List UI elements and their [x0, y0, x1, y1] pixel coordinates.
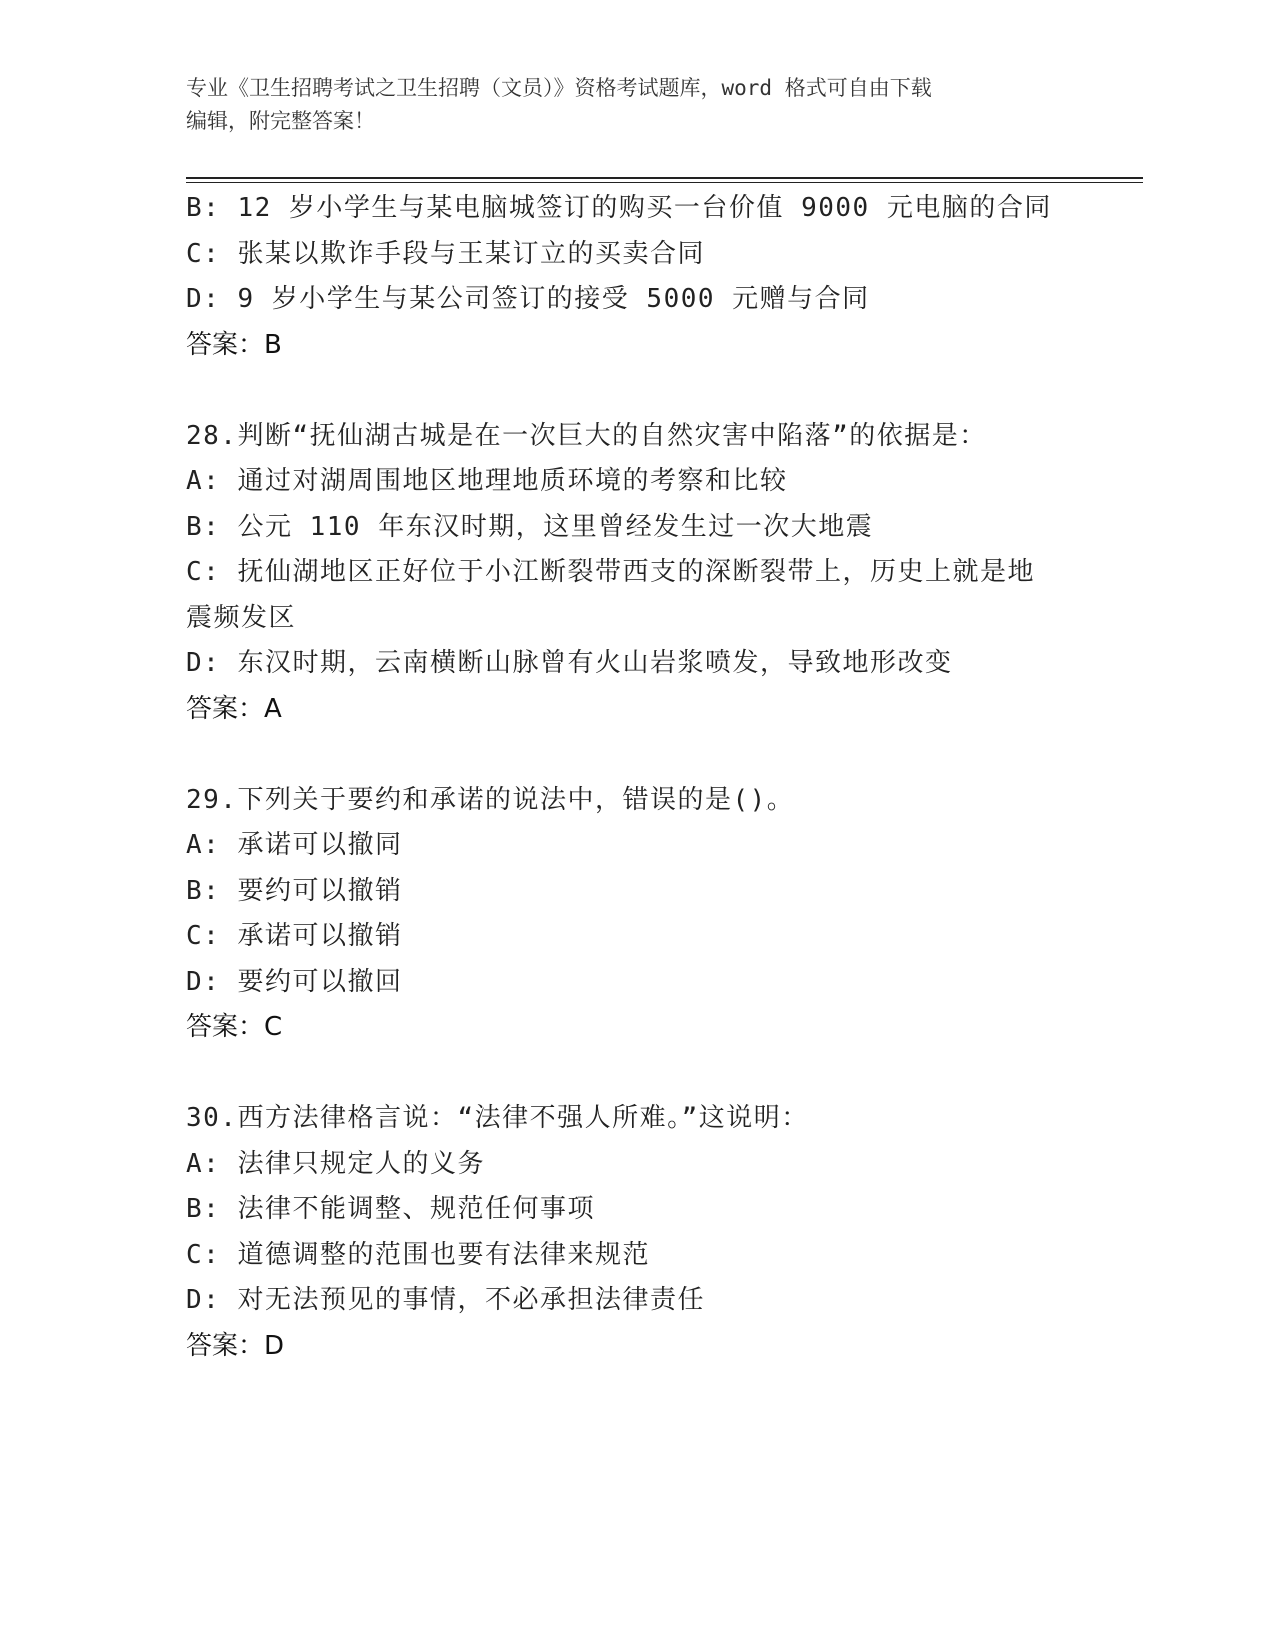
option-c-line-2: 震频发区 [186, 602, 297, 633]
spacer [186, 732, 1086, 778]
question-list [186, 186, 1086, 1369]
option-a: A: 承诺可以撤同 [186, 830, 403, 860]
header-divider-thin [186, 182, 1143, 183]
question-text: 28.判断“抚仙湖古城是在一次巨大的自然灾害中陷落”的依据是： [186, 420, 987, 451]
question-27 [186, 186, 1086, 368]
option-b: B: 公元 110 年东汉时期，这里曾经发生过一次大地震 [186, 511, 874, 542]
question-text: 29.下列关于要约和承诺的说法中，错误的是()。 [186, 784, 795, 815]
option-b: B: 法律不能调整、规范任何事项 [186, 1194, 595, 1224]
option-b: B: 要约可以撤销 [186, 875, 403, 906]
option-b: B: 12 岁小学生与某电脑城签订的购买一台价值 9000 元电脑的合同 [186, 193, 1052, 223]
option-d: D: 要约可以撤回 [186, 966, 403, 997]
question-text: 30.西方法律格言说：“法律不强人所难。”这说明： [186, 1103, 809, 1133]
header-line-2: 编辑，附完整答案！ [186, 109, 375, 133]
option-a: A: 法律只规定人的义务 [186, 1148, 485, 1179]
question-30 [186, 1096, 1086, 1369]
question-28 [186, 414, 1086, 733]
option-a: A: 通过对湖周围地区地理地质环境的考察和比较 [186, 466, 788, 496]
header-line-1: 专业《卫生招聘考试之卫生招聘（文员）》资格考试题库，word 格式可自由下载 [186, 76, 932, 100]
answer: 答案：D [186, 1330, 285, 1361]
option-d: D: 对无法预见的事情，不必承担法律责任 [186, 1285, 705, 1315]
option-c: C: 道德调整的范围也要有法律来规范 [186, 1239, 650, 1270]
spacer [186, 368, 1086, 414]
option-d: D: 东汉时期，云南横断山脉曾有火山岩浆喷发，导致地形改变 [186, 648, 953, 678]
header-divider-thick [186, 177, 1143, 179]
option-c: C: 承诺可以撤销 [186, 921, 403, 951]
question-29 [186, 778, 1086, 1051]
answer: 答案：A [186, 693, 282, 724]
answer: 答案：B [186, 329, 282, 360]
document-header [186, 72, 1086, 138]
option-c: C: 张某以欺诈手段与王某订立的买卖合同 [186, 238, 705, 269]
option-d: D: 9 岁小学生与某公司签订的接受 5000 元赠与合同 [186, 284, 870, 314]
option-c-line-1: C: 抚仙湖地区正好位于小江断裂带西支的深断裂带上，历史上就是地 [186, 557, 1035, 587]
spacer [186, 1051, 1086, 1097]
answer: 答案：C [186, 1012, 283, 1042]
